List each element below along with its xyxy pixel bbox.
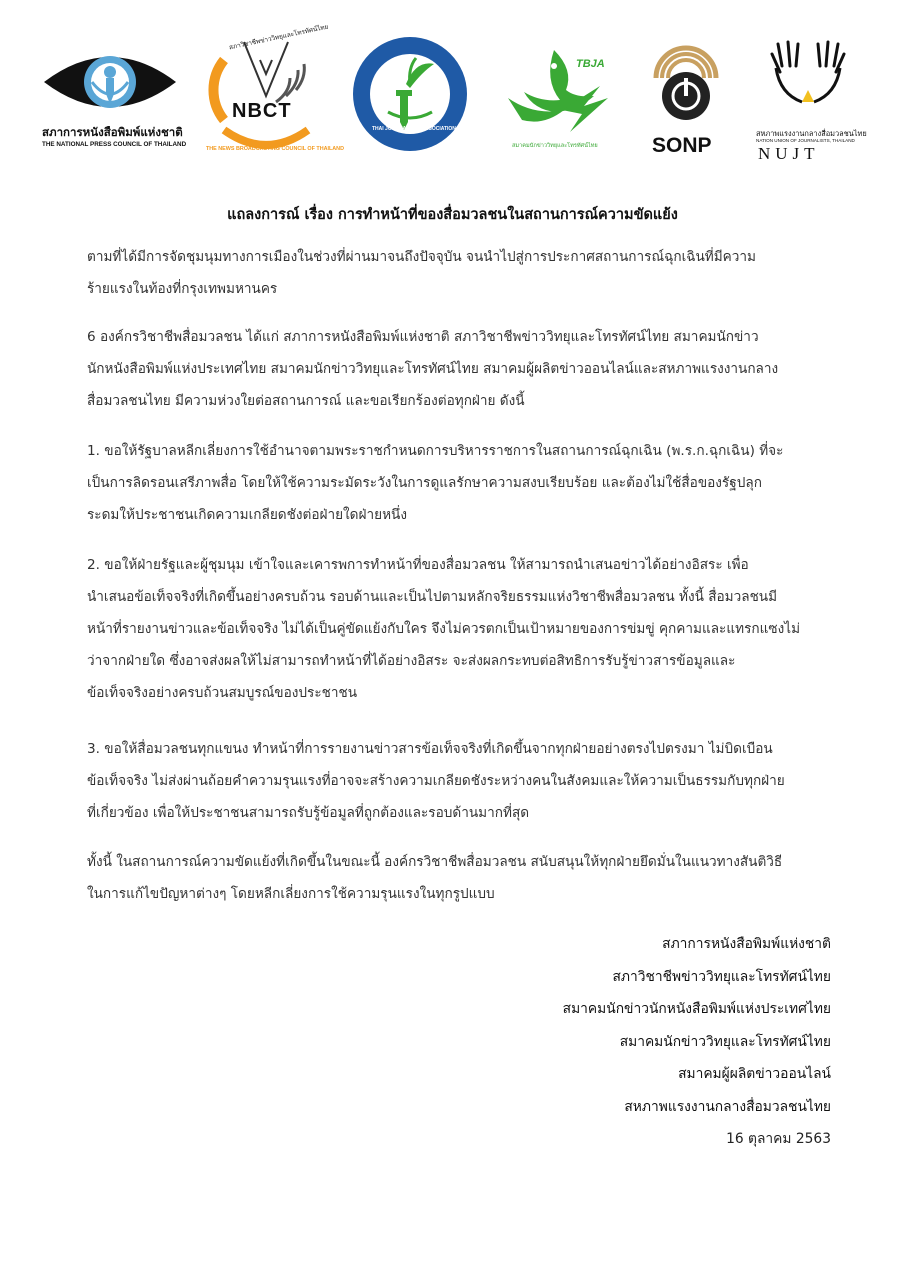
nujt-english-name: NATION UNION OF JOURNALISTS, THAILAND [756, 138, 855, 143]
nbct-logo [204, 23, 344, 160]
text-line: นำเสนอข้อเท็จจริงที่เกิดขึ้นอย่างครบถ้วน รอบด้านและเป็นไปตามหลักจริยธรรมแห่งวิชาชีพสื่อมวลชน ทั้งนี้ สื่อมวลชนมี [87, 589, 778, 605]
npc-thai-name: สภาการหนังสือพิมพ์แห่งชาติ [42, 127, 183, 139]
signatory-sonp: สมาคมผู้ผลิตข่าวออนไลน์ [678, 1066, 831, 1082]
signal-power-icon [648, 34, 724, 130]
hands-icon [752, 40, 864, 120]
tbja-thai-name: สมาคมนักข่าววิทยุและโทรทัศน์ไทย [512, 143, 598, 149]
text-line: หน้าที่รายงานข่าวและข้อเท็จจริง ไม่ได้เป็นคู่ขัดแย้งกับใคร จึงไม่ควรตกเป็นเป้าหมายของการข่มขู่ คุกคามและแทรกแซงไม่ [87, 621, 801, 637]
tbja-wordmark: TBJA [576, 58, 605, 70]
nujt-thai-name: สหภาพแรงงานกลางสื่อมวลชนไทย [756, 129, 867, 138]
text-line: 6 องค์กรวิชาชีพสื่อมวลชน ได้แก่ สภาการหนังสือพิมพ์แห่งชาติ สภาวิชาชีพข่าววิทยุและโทรทัศน์ไทย สมาคมนักข่าว [87, 329, 759, 345]
text-line: ตามที่ได้มีการจัดชุมนุมทางการเมืองในช่วงที่ผ่านมาจนถึงปัจจุบัน จนนำไปสู่การประกาศสถานการณ์ฉุกเฉินที่มีความ [87, 249, 757, 265]
national-press-council-logo [40, 42, 187, 152]
text-line: ทั้งนี้ ในสถานการณ์ความขัดแย้งที่เกิดขึ้นในขณะนี้ องค์กรวิชาชีพสื่อมวลชน สนับสนุนให้ทุกฝ่ายยึดมั่นในแนวทางสันติวิธี [87, 854, 783, 870]
pen-leaf-seal-icon [350, 34, 470, 154]
logo-row [36, 23, 867, 165]
text-line: สื่อมวลชนไทย มีความห่วงใยต่อสถานการณ์ และขอเรียกร้องต่อทุกฝ่าย ดังนี้ [87, 393, 525, 409]
tja-english-name: THAI JOURNALISTS ASSOCIATION [372, 126, 456, 132]
sonp-wordmark: SONP [652, 134, 712, 157]
nbct-wordmark: NBCT [232, 100, 292, 122]
text-line: เป็นการลิดรอนเสรีภาพสื่อ โดยให้ใช้ความระมัดระวังในการดูแลรักษาความสงบเรียบร้อย และต้องไม่ใช้สื่อของรัฐปลุก [87, 475, 762, 491]
text-line: ว่าจากฝ่ายใด ซึ่งอาจส่งผลให้ไม่สามารถทำหน้าที่ได้อย่างอิสระ จะส่งผลกระทบต่อสิทธิการรับรู้ข่าวสารข้อมูลและ [87, 653, 736, 669]
paragraph-organizations [87, 321, 827, 417]
broadcast-tower-icon [204, 30, 329, 160]
npc-english-name: THE NATIONAL PRESS COUNCIL OF THAILAND [42, 141, 187, 148]
nbct-english-arc: THE NEWS BROADCASTING COUNCIL OF THAILAND [206, 146, 344, 152]
paragraph-point-2 [87, 549, 827, 709]
text-line: นักหนังสือพิมพ์แห่งประเทศไทย สมาคมนักข่าววิทยุและโทรทัศน์ไทย สมาคมผู้ผลิตข่าวออนไลน์และสหภาพแรงงานกลาง [87, 361, 779, 377]
text-line: ร้ายแรงในท้องที่กรุงเทพมหานคร [87, 281, 278, 297]
document-title: แถลงการณ์ เรื่อง การทำหน้าที่ของสื่อมวลชนในสถานการณ์ความขัดแย้ง [227, 207, 678, 223]
text-line: ในการแก้ไขปัญหาต่างๆ โดยหลีกเลี่ยงการใช้ความรุนแรงในทุกรูปแบบ [87, 886, 495, 902]
text-line: 1. ขอให้รัฐบาลหลีกเลี่ยงการใช้อำนาจตามพระราชกำหนดการบริหารราชการในสถานการณ์ฉุกเฉิน (พ.ร.ก.ฉุกเฉิน) ที่จะ [87, 443, 784, 459]
document-date: 16 ตุลาคม 2563 [726, 1131, 831, 1147]
paragraph-conclusion [87, 846, 827, 910]
tbja-logo [504, 40, 614, 155]
signatory-nbct: สภาวิชาชีพข่าววิทยุและโทรทัศน์ไทย [612, 968, 831, 985]
paragraph-point-3 [87, 733, 827, 829]
thai-journalists-association-logo [350, 34, 470, 154]
text-line: ที่เกี่ยวข้อง เพื่อให้ประชาชนสามารถรับรู้ข้อมูลที่ถูกต้องและรอบด้านมากที่สุด [87, 805, 530, 821]
nujt-logo [752, 40, 867, 163]
signatory-tbja: สมาคมนักข่าววิทยุและโทรทัศน์ไทย [619, 1033, 831, 1050]
signatory-tja: สมาคมนักข่าวนักหนังสือพิมพ์แห่งประเทศไทย [562, 1001, 831, 1017]
text-line: 2. ขอให้ฝ่ายรัฐและผู้ชุมนุม เข้าใจและเคารพการทำหน้าที่ของสื่อมวลชน ให้สามารถนำเสนอข่าวได้อย่างอิสระ เพื่อ [87, 557, 749, 573]
nbct-thai-name: สภาวิชาชีพข่าววิทยุและโทรทัศน์ไทย [228, 23, 329, 52]
dove-lightning-icon [504, 40, 614, 140]
signatory-nujt: สหภาพแรงงานกลางสื่อมวลชนไทย [624, 1098, 831, 1115]
text-line: ระดมให้ประชาชนเกิดความเกลียดชังต่อฝ่ายใดฝ่ายหนึ่ง [87, 507, 407, 523]
text-line: 3. ขอให้สื่อมวลชนทุกแขนง ทำหน้าที่การรายงานข่าวสารข้อเท็จจริงที่เกิดขึ้นจากทุกฝ่ายอย่างตรงไปตรงมา ไม่บิดเบือน [87, 741, 773, 757]
text-line: ข้อเท็จจริง ไม่ส่งผ่านถ้อยคำความรุนแรงที่อาจจะสร้างความเกลียดชังระหว่างคนในสังคมและให้ความเป็นธรรมกับทุกฝ่าย [87, 773, 785, 789]
signatory-npc: สภาการหนังสือพิมพ์แห่งชาติ [662, 936, 831, 952]
signatory-block [563, 928, 831, 1156]
paragraph-point-1 [87, 435, 827, 531]
sonp-logo [648, 34, 724, 160]
nujt-wordmark: NUJT [758, 144, 820, 163]
text-line: ข้อเท็จจริงอย่างครบถ้วนสมบูรณ์ของประชาชน [87, 685, 358, 701]
paragraph-intro [87, 241, 827, 305]
eye-pen-icon [40, 42, 180, 122]
